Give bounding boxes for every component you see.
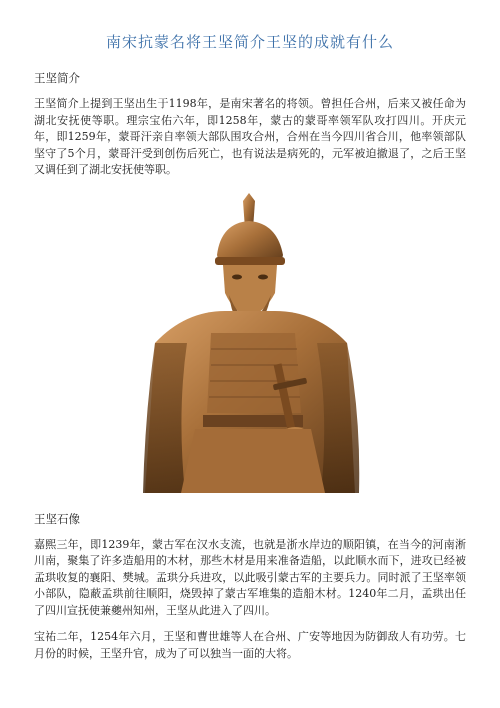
section-heading-statue: 王坚石像 <box>34 511 80 526</box>
section-heading-intro: 王坚简介 <box>34 71 80 85</box>
bronze-statue-image <box>125 193 375 493</box>
statue-figure <box>34 193 466 493</box>
page-title: 南宋抗蒙名将王坚简介王坚的成就有什么 <box>105 33 394 51</box>
statue-paragraph-2: 宝祐二年，1254年六月，王坚和曹世雄等人在合州、广安等地因为防御敌人有功劳。七月份的时候，王坚升官，成为了可以独当一面的大将。 <box>34 630 466 660</box>
intro-paragraph: 王坚简介上提到王坚出生于1198年，是南宋著名的将领。曾担任合州，后来又被任命为湖北安抚使等职。理宗宝佑六年，即1258年，蒙古的蒙哥率领军队攻打四川。开庆元年，即1259年，蒙哥汗亲自率领大部队围攻合州，合州在当今四川省合川，他率领部队坚守了5个月，蒙哥汗受到创伤后死亡，也有说法是病死的，元军被迫撤退了，之后王坚又调任到了湖北安抚使等职。 <box>34 97 466 176</box>
statue-paragraph-1: 嘉熙三年，即1239年，蒙古军在汉水支流，也就是浙水岸边的顺阳镇，在当今的河南淅川南，聚集了许多造船用的木材，那些木材是用来准备造船，以此顺水而下，进攻已经被孟珙收复的襄阳、樊城。孟珙分兵进攻，以此吸引蒙古军的主要兵力。同时派了王坚率领小部队，隐蔽孟珙前往顺阳，烧毁掉了蒙古军堆集的造船木材。1240年二月，孟珙出任了四川宣抚使兼夔州知州，王坚从此进入了四川。 <box>34 537 466 617</box>
